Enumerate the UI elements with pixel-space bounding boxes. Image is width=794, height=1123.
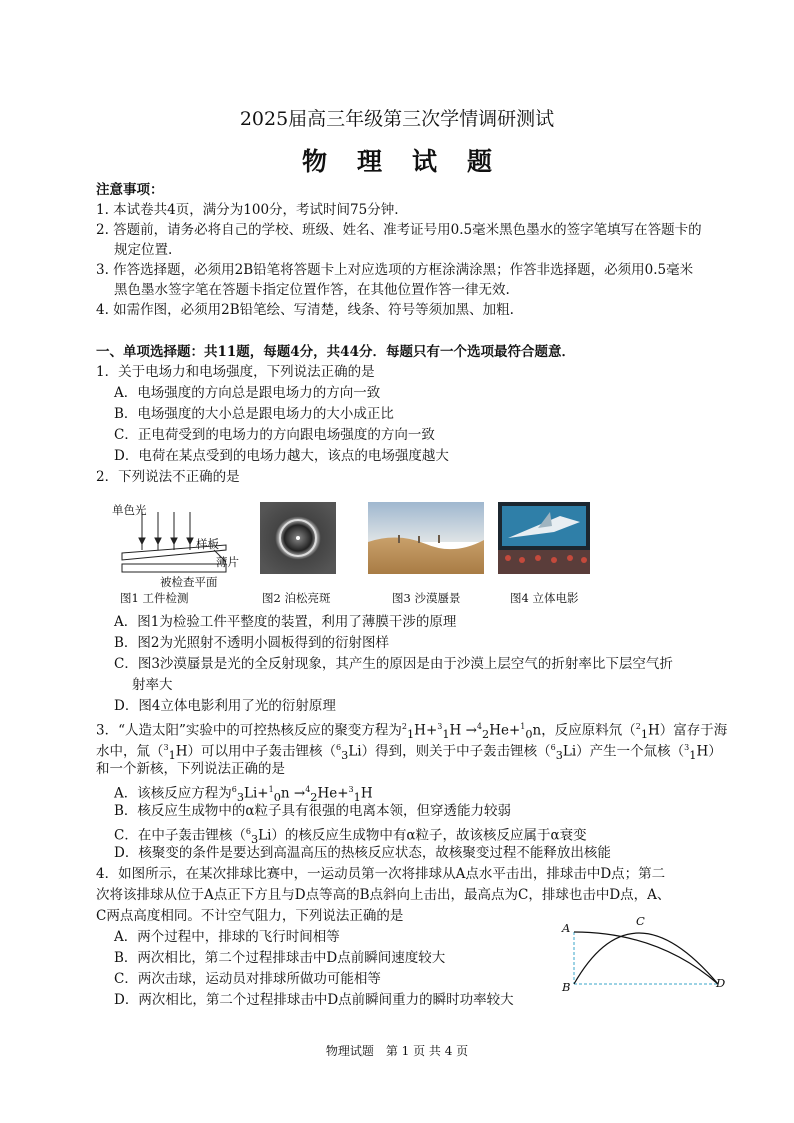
notice-line: 1. 本试卷共4页，满分为100分，考试时间75分钟. (96, 202, 399, 218)
q3-text: 水中，氚（ (96, 743, 164, 760)
q4-option-c: C．两次击球，运动员对排球所做功可能相等 (114, 971, 381, 987)
charge-number: 3 (555, 749, 563, 763)
mass-number: 3 (348, 785, 354, 794)
mass-number: 3 (684, 743, 690, 752)
point-label-b: B (562, 980, 571, 994)
charge-number: 3 (250, 833, 259, 847)
notice-line: 规定位置. (114, 242, 173, 258)
mass-number: 1 (268, 785, 274, 794)
point-label-a: A (562, 921, 571, 935)
q3-option-d: D．核聚变的条件是要达到高温高压的热核反应状态，故核聚变过程不能释放出核能 (114, 845, 611, 861)
q3-option-b: B．核反应生成物中的α粒子具有很强的电离本领，但穿透能力较弱 (114, 803, 512, 819)
q3-text: Li+ (244, 785, 269, 802)
q4-stem-line-1: 4．如图所示，在某次排球比赛中，一运动员第一次将排球从A点水平击出，排球击中D点；第二 (96, 866, 666, 882)
charge-number: 1 (640, 728, 648, 742)
figure-4-3d-movie (498, 502, 590, 574)
q1-option-d: D．电荷在某点受到的电场力越大，该点的电场强度越大 (114, 448, 449, 464)
charge-number: 2 (310, 791, 318, 805)
notice-line: 黑色墨水签字笔在答题卡指定位置作答，在其他位置作答一律无效. (114, 282, 510, 298)
notice-line: 4. 如需作图，必须用2B铅笔绘、写清楚，线条、符号等须加黑、加粗. (96, 302, 514, 318)
q4-option-d: D．两次相比，第二个过程排球击中D点前瞬间重力的瞬时功率较大 (114, 992, 514, 1008)
charge-number: 1 (168, 749, 176, 763)
fig1-plate-label: 样板 (196, 537, 219, 551)
notice-line: 2. 答题前，请务必将自己的学校、班级、姓名、准考证号用0.5毫米黑色墨水的签字笔填写在答题卡的 (96, 222, 702, 238)
subject-title: 物理试题 (301, 147, 522, 176)
q3-text: n → (280, 785, 306, 802)
mass-number: 6 (550, 743, 556, 752)
mass-number: 6 (245, 827, 251, 836)
fig1-surface-label: 被检查平面 (160, 575, 218, 589)
q3-text: He+ (489, 722, 521, 739)
fig1-caption: 图1 工件检测 (120, 591, 189, 605)
mass-number: 2 (401, 722, 407, 731)
q3-text: n，反应原料氘（ (532, 722, 636, 739)
q1-option-c: C．正电荷受到的电场力的方向跟电场强度的方向一致 (114, 427, 435, 443)
figure-2-poisson-spot (260, 502, 336, 574)
q2-option-a: A．图1为检验工件平整度的装置，利用了薄膜干涉的原理 (114, 614, 457, 630)
q4-trajectory-figure (558, 912, 738, 994)
notice-line: 3. 作答选择题，必须用2B铅笔将答题卡上对应选项的方框涂满涂黑；作答非选择题，必须用0.5毫米 (96, 262, 694, 278)
charge-number: 1 (689, 749, 697, 763)
mass-number: 3 (437, 722, 443, 731)
charge-number: 2 (482, 728, 490, 742)
fig2-caption: 图2 泊松亮斑 (262, 591, 331, 605)
charge-number: 1 (442, 728, 450, 742)
figure-3-desert-mirage (368, 502, 484, 574)
q2-option-c: C．图3沙漠蜃景是光的全反射现象，其产生的原因是由于沙漠上层空气的折射率比下层空气折 (114, 656, 673, 672)
fig4-caption: 图4 立体电影 (510, 591, 579, 605)
q3-text: C．在中子轰击锂核（ (114, 827, 246, 844)
mass-number: 4 (305, 785, 311, 794)
charge-number: 0 (525, 728, 533, 742)
fig1-sheet-label: 薄片 (216, 555, 239, 569)
q3-text: H）富存于海 (648, 722, 728, 739)
mass-number: 6 (231, 785, 237, 794)
q3-text: H (360, 785, 373, 802)
q1-stem: 1．关于电场力和电场强度，下列说法正确的是 (96, 364, 375, 380)
q4-stem-line-2: 次将该排球从位于A点正下方且与D点等高的B点斜向上击出，最高点为C，排球也击中D点，A、 (96, 887, 671, 903)
q3-text: H → (449, 722, 477, 739)
exam-title: 2025届高三年级第三次学情调研测试 (239, 108, 555, 130)
charge-number: 0 (273, 791, 281, 805)
q4-option-a: A．两个过程中，排球的飞行时间相等 (114, 929, 340, 945)
q2-option-d: D．图4立体电影利用了光的衍射原理 (114, 698, 336, 714)
q3-text: 3．“人造太阳”实验中的可控热核反应的聚变方程为 (96, 722, 402, 739)
charge-number: 1 (407, 728, 415, 742)
q3-text: H）可以用中子轰击锂核（ (175, 743, 337, 760)
q3-text: He+ (317, 785, 349, 802)
q2-option-b: B．图2为光照射不透明小圆板得到的衍射图样 (114, 635, 390, 651)
q4-stem-line-3: C两点高度相同。不计空气阻力，下列说法正确的是 (96, 908, 404, 924)
q4-option-b: B．两次相比，第二个过程排球击中D点前瞬间速度较大 (114, 950, 446, 966)
q3-text: H） (696, 743, 722, 760)
q3-text: Li）的核反应生成物中有α粒子，故该核反应属于α衰变 (258, 827, 587, 844)
fig3-caption: 图3 沙漠蜃景 (392, 591, 461, 605)
mass-number: 4 (476, 722, 483, 731)
q3-line-3: 和一个新核，下列说法正确的是 (96, 761, 285, 777)
mass-number: 6 (336, 743, 342, 752)
q2-stem: 2．下列说法不正确的是 (96, 469, 240, 485)
fig1-light-label: 单色光 (112, 503, 147, 517)
point-label-c: C (636, 914, 645, 928)
mass-number: 2 (635, 722, 641, 731)
q3-text: Li）产生一个氚核（ (562, 743, 685, 760)
charge-number: 1 (353, 791, 361, 805)
section-heading: 一、单项选择题：共11题，每题4分，共44分．每题只有一个选项最符合题意． (96, 344, 575, 360)
mass-number: 3 (163, 743, 169, 752)
q3-text: H+ (414, 722, 438, 739)
q3-text: Li）得到，则关于中子轰击锂核（ (348, 743, 551, 760)
charge-number: 3 (341, 749, 349, 763)
page-footer: 物理试题 第 1 页 共 4 页 (325, 1044, 469, 1058)
point-label-d: D (716, 976, 726, 990)
notice-heading: 注意事项： (96, 182, 164, 198)
q3-text: A．该核反应方程为 (114, 785, 232, 802)
q1-option-b: B．电场强度的大小总是跟电场力的大小成正比 (114, 406, 394, 422)
charge-number: 3 (236, 791, 245, 805)
q2-option-c-cont: 射率大 (132, 677, 173, 693)
mass-number: 1 (520, 722, 526, 731)
q1-option-a: A．电场强度的方向总是跟电场力的方向一致 (114, 385, 381, 401)
